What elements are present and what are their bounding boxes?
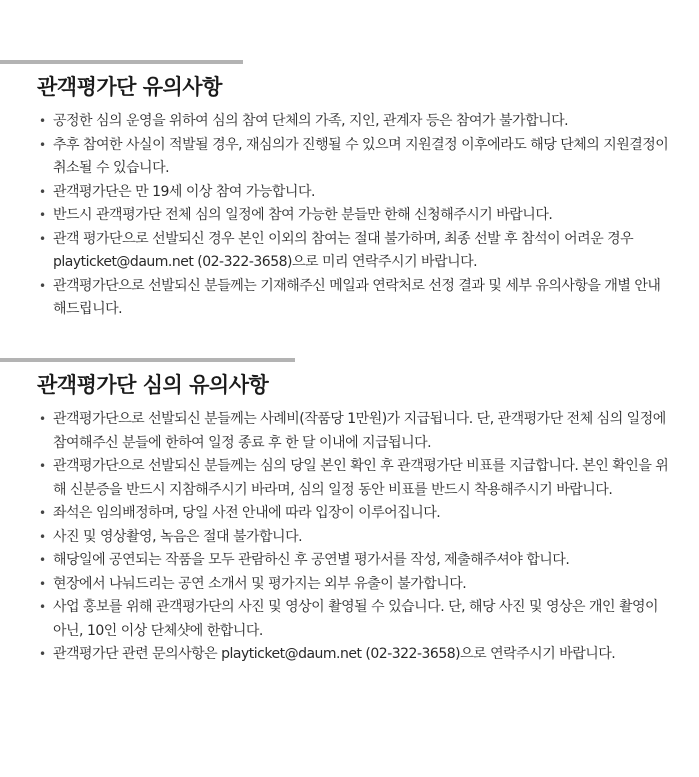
list-item: [0, 502, 699, 526]
list-item-text: 현장에서 나눠드리는 공연 소개서 및 평가지는 외부 유출이 불가합니다.: [53, 575, 467, 592]
notice-list: [0, 408, 699, 667]
list-item: [0, 204, 699, 228]
bullet-icon: •: [39, 459, 46, 473]
list-item: [0, 596, 699, 643]
list-item-text: 관객평가단으로 선발되신 분들께는 기재해주신 메일과 연락처로 선정 결과 및 세부 유의사항을 개별 안내해드립니다.: [53, 277, 661, 317]
list-item-text: 관객 평가단으로 선발되신 경우 본인 이외의 참여는 절대 불가하며, 최종 선발 후 참석이 어려운 경우 playticket@daum.net (02-322-3658)으로 미리 연락주시기 바랍니다.: [53, 230, 634, 270]
bullet-icon: •: [39, 231, 46, 246]
bullet-icon: •: [39, 208, 46, 222]
bullet-icon: •: [39, 600, 46, 614]
list-item-text: 관객평가단은 만 19세 이상 참여 가능합니다.: [53, 183, 315, 200]
list-item-text: 관객평가단으로 선발되신 분들께는 심의 당일 본인 확인 후 관객평가단 비표를 지급합니다. 본인 확인을 위해 신분증을 반드시 지참해주시기 바라며, 심의 일정 동안 비표를 반드시 착용해주시기 바랍니다.: [53, 458, 669, 498]
list-item-text: 사진 및 영상촬영, 녹음은 절대 불가합니다.: [53, 528, 303, 545]
bullet-icon: •: [39, 412, 46, 426]
bullet-icon: •: [39, 184, 46, 199]
list-item: [0, 181, 699, 205]
list-item: [0, 549, 699, 573]
section-title: 관객평가단 유의사항: [37, 75, 222, 99]
notice-section-review: [0, 358, 699, 667]
list-item: [0, 408, 699, 455]
list-item-text: 좌석은 임의배정하며, 당일 사전 안내에 따라 입장이 이루어집니다.: [53, 505, 441, 521]
list-item: [0, 275, 699, 322]
bullet-icon: •: [39, 278, 46, 293]
list-item: [0, 573, 699, 597]
list-item-text: 관객평가단으로 선발되신 분들께는 사례비(작품당 1만원)가 지급됩니다. 단, 관객평가단 전체 심의 일정에 참여해주신 분들에 한하여 일정 종료 후 한 달 이내에 지급됩니다.: [53, 411, 666, 451]
bullet-icon: •: [39, 506, 46, 520]
bullet-icon: •: [39, 553, 46, 567]
list-item-text: 사업 홍보를 위해 관객평가단의 사진 및 영상이 촬영될 수 있습니다. 단, 해당 사진 및 영상은 개인 촬영이 아닌, 10인 이상 단체샷에 한합니다.: [53, 599, 659, 639]
notice-list: [0, 110, 699, 322]
list-item-text: 반드시 관객평가단 전체 심의 일정에 참여 가능한 분들만 한해 신청해주시기 바랍니다.: [53, 207, 553, 223]
list-item-text: 공정한 심의 운영을 위하여 심의 참여 단체의 가족, 지인, 관계자 등은 참여가 불가합니다.: [53, 113, 569, 129]
list-item-text: 관객평가단 관련 문의사항은 playticket@daum.net (02-322-3658)으로 연락주시기 바랍니다.: [53, 646, 616, 662]
bullet-icon: •: [39, 647, 46, 661]
bullet-icon: •: [39, 137, 46, 152]
list-item: [0, 643, 699, 667]
bullet-icon: •: [39, 114, 46, 128]
list-item: [0, 455, 699, 502]
bullet-icon: •: [39, 576, 46, 591]
list-item: [0, 110, 699, 134]
list-item-text: 추후 참여한 사실이 적발될 경우, 재심의가 진행될 수 있으며 지원결정 이후에라도 해당 단체의 지원결정이 취소될 수 있습니다.: [53, 136, 669, 176]
section-title: 관객평가단 심의 유의사항: [37, 373, 269, 397]
bullet-icon: •: [39, 529, 46, 544]
notice-section-general: [0, 60, 699, 322]
list-item: [0, 526, 699, 550]
list-item-text: 해당일에 공연되는 작품을 모두 관람하신 후 공연별 평가서를 작성, 제출해주셔야 합니다.: [53, 552, 570, 568]
list-item: [0, 134, 699, 181]
list-item: [0, 228, 699, 275]
